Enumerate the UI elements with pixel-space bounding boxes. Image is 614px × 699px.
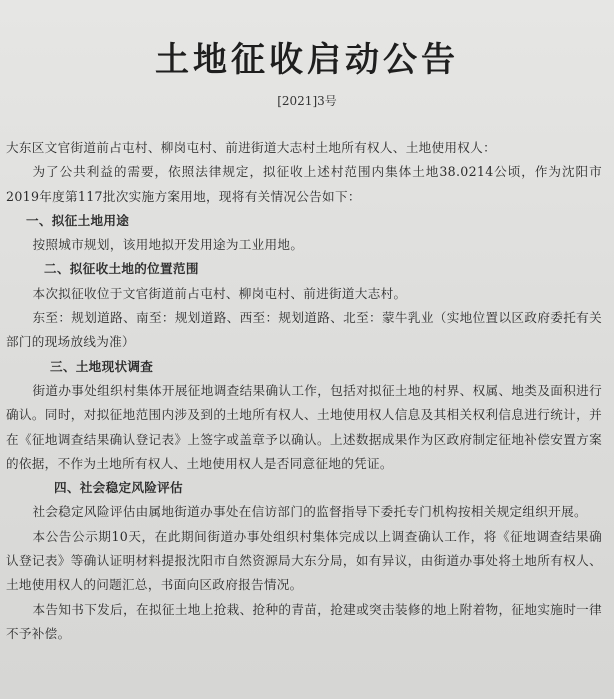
section-heading-risk-assessment: 四、社会稳定风险评估 — [54, 480, 183, 496]
section-paragraph: 东至：规划道路、南至：规划道路、西至：规划道路、北至：蒙牛乳业（实地位置以区政府委托有关部门的现场放线为准） — [6, 310, 602, 350]
notice-body — [6, 136, 602, 646]
section-paragraph: 本次拟征收位于文官街道前占屯村、柳岗屯村、前进街道大志村。 — [32, 285, 407, 301]
section-paragraph: 本公告公示期10天，在此期间街道办事处组织村集体完成以上调查确认工作，将《征地调查结果确认登记表》等确认证明材料提报沈阳市自然资源局大东分局，如有异议，由街道办事处将土地所有权人、土地使用权人的问题汇总，书面向区政府报告情况。 — [6, 528, 602, 593]
section-paragraph: 本告知书下发后，在拟征土地上抢栽、抢种的青苗，抢建或突击装修的地上附着物，征地实施时一律不予补偿。 — [6, 601, 602, 641]
intro-paragraph: 为了公共利益的需要，依照法律规定，拟征收上述村范围内集体土地38.0214公顷，作为沈阳市2019年度第117批次实施方案用地，现将有关情况公告如下： — [6, 164, 602, 204]
section-heading-land-use: 一、拟征土地用途 — [26, 212, 130, 228]
section-paragraph: 街道办事处组织村集体开展征地调查结果确认工作，包括对拟征土地的村界、权属、地类及面积进行确认。同时，对拟征地范围内涉及到的土地所有权人、土地使用权人信息及其相关权利信息进行统计，并在《征地调查结果确认登记表》上签字或盖章予以确认。上述数据成果作为区政府制定征地补偿安置方案的依据，不作为土地所有权人、土地使用权人是否同意征地的凭证。 — [6, 382, 602, 471]
section-paragraph: 社会稳定风险评估由属地街道办事处在信访部门的监督指导下委托专门机构按相关规定组织开展。 — [32, 504, 587, 520]
section-heading-survey: 三、土地现状调查 — [50, 358, 154, 374]
notice-title: 土地征收启动公告 — [155, 40, 459, 80]
section-paragraph: 按照城市规划，该用地拟开发用途为工业用地。 — [32, 237, 304, 253]
document-number: [2021]3号 — [277, 94, 337, 108]
section-heading-location: 二、拟征收土地的位置范围 — [44, 261, 199, 277]
salutation: 大东区文官街道前占屯村、柳岗屯村、前进街道大志村土地所有权人、土地使用权人： — [6, 140, 496, 155]
